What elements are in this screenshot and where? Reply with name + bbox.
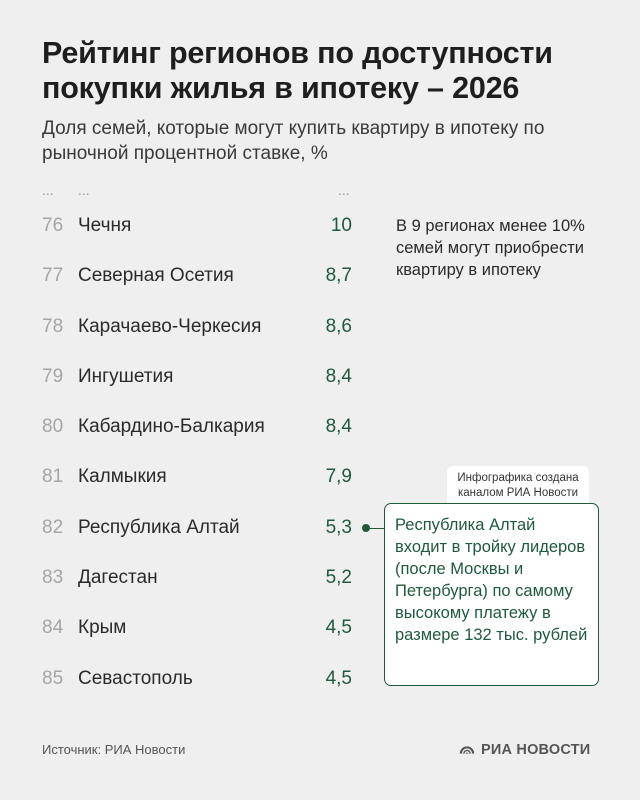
- source-text: Источник: РИА Новости: [42, 742, 186, 757]
- region-name: Крым: [78, 617, 127, 639]
- brand-name: РИА НОВОСТИ: [481, 742, 591, 758]
- rank: 80: [42, 416, 64, 438]
- value: 7,9: [325, 466, 352, 488]
- table-row: [0, 504, 380, 554]
- ellipsis-value: ...: [338, 182, 350, 198]
- page-title: Рейтинг регионов по доступности покупки жилья в ипотеку – 2026: [42, 36, 553, 105]
- region-name: Карачаево-Черкесия: [78, 315, 262, 337]
- value: 8,4: [325, 416, 352, 438]
- ellipsis-rank: ...: [42, 182, 54, 198]
- rank: 85: [42, 667, 64, 689]
- table-row: [0, 252, 380, 302]
- table-row: [0, 554, 380, 604]
- table-row: [0, 303, 380, 353]
- value: 4,5: [325, 667, 352, 689]
- value: 8,7: [325, 265, 352, 287]
- value: 5,2: [325, 567, 352, 589]
- value: 8,4: [325, 365, 352, 387]
- rank: 81: [42, 466, 64, 488]
- rank: 84: [42, 617, 64, 639]
- rank: 82: [42, 516, 64, 538]
- brand-logo: [458, 740, 590, 760]
- region-name: Калмыкия: [78, 466, 167, 488]
- table-row: [0, 353, 380, 403]
- rank: 79: [42, 365, 64, 387]
- page-subtitle: Доля семей, которые могут купить квартиру в ипотеку по рыночной процентной ставке, %: [42, 118, 545, 164]
- ranking-table: [0, 202, 380, 705]
- credit-tag: Инфографика создана каналом РИА Новости: [447, 466, 589, 506]
- region-name: Республика Алтай: [78, 516, 240, 538]
- region-name: Севастополь: [78, 667, 193, 689]
- table-row: [0, 604, 380, 654]
- callout-connector: [362, 522, 386, 534]
- rank: 76: [42, 215, 64, 236]
- ria-logo-icon: [458, 741, 476, 759]
- side-note: В 9 регионах менее 10% семей могут приобрести квартиру в ипотеку: [396, 217, 585, 279]
- ellipsis-row: [0, 182, 400, 202]
- table-row: [0, 202, 380, 252]
- value: 4,5: [325, 617, 352, 639]
- region-name: Северная Осетия: [78, 265, 234, 287]
- table-row: [0, 403, 380, 453]
- callout-box: Республика Алтай входит в тройку лидеров (после Москвы и Петербурга) по самому высокому платежу в размере 132 тыс. рублей: [384, 503, 599, 686]
- table-row: [0, 453, 380, 503]
- region-name: Дагестан: [78, 567, 158, 589]
- rank: 83: [42, 567, 64, 589]
- region-name: Кабардино-Балкария: [78, 416, 265, 438]
- value: 10: [330, 215, 352, 236]
- region-name: Ингушетия: [78, 365, 174, 387]
- rank: 78: [42, 315, 64, 337]
- region-name: Чечня: [78, 215, 132, 236]
- rank: 77: [42, 265, 64, 287]
- value: 8,6: [325, 315, 352, 337]
- value: 5,3: [325, 516, 352, 538]
- ellipsis-region: ...: [78, 182, 90, 198]
- table-row: [0, 655, 380, 705]
